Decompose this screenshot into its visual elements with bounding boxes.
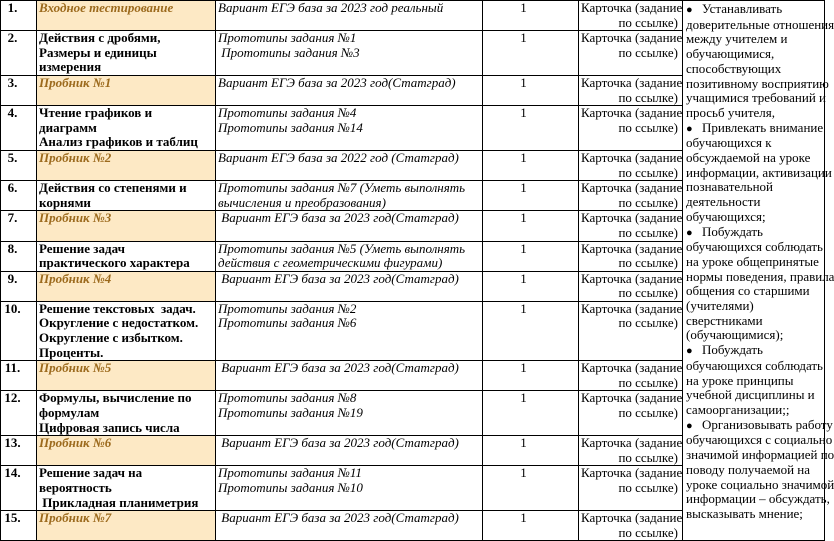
task-line: Прототипы задания №11 xyxy=(218,465,362,481)
goal-text: значимой информацией по xyxy=(686,447,834,463)
topic-line: Решение задач xyxy=(39,240,125,256)
goal-line xyxy=(686,476,834,493)
result-line: по ссылке) xyxy=(618,524,678,540)
topic-cell xyxy=(37,211,216,241)
task-cell xyxy=(216,75,483,105)
result-cell xyxy=(579,241,683,271)
goal-text: учащимися требований и xyxy=(686,90,826,106)
goal-text: позитивному восприятию xyxy=(686,75,829,91)
goal-text: обучающихся с социально xyxy=(686,432,833,448)
goal-line xyxy=(686,32,824,47)
row-number: 14. xyxy=(1,466,37,511)
task-line: Прототипы задания №5 (Уметь выполнять xyxy=(218,240,466,256)
topic-line: Цифровая запись числа xyxy=(39,419,180,435)
result-line: Карточка (задание xyxy=(581,149,683,165)
task-cell xyxy=(216,211,483,241)
topic-line: Размеры и единицы xyxy=(39,44,157,60)
result-cell xyxy=(579,436,683,466)
quantity-cell: 1 xyxy=(483,106,579,151)
task-line: Вариант ЕГЭ база за 2023 год(Статград) xyxy=(218,74,456,90)
topic-line: Формулы, вычисление по xyxy=(39,390,192,406)
result-line: по ссылке) xyxy=(618,315,678,331)
goal-line xyxy=(686,47,824,62)
result-cell xyxy=(579,301,683,360)
row-number: 2. xyxy=(1,31,37,76)
bullet-icon: ● xyxy=(686,122,693,135)
topic-line: Пробник №4 xyxy=(39,270,112,286)
task-line: действия с геометрическими фигурами) xyxy=(218,255,443,271)
result-line: Карточка (задание xyxy=(581,210,683,226)
task-line: Вариант ЕГЭ база за 2023 год(Статград) xyxy=(218,510,459,526)
goal-text: обучающихся; xyxy=(686,208,766,224)
result-cell xyxy=(579,271,683,301)
row-number: 8. xyxy=(1,241,37,271)
task-line: Вариант ЕГЭ база за 2023 год(Статград) xyxy=(218,270,459,286)
goal-text: (учителями) xyxy=(686,298,754,314)
topic-cell xyxy=(37,31,216,76)
topic-line: Округление с недостатком. xyxy=(39,315,199,331)
row-number: 9. xyxy=(1,271,37,301)
goal-line xyxy=(686,507,824,522)
result-line: Карточка (задание xyxy=(581,390,683,406)
goal-line xyxy=(686,388,824,403)
row-number: 4. xyxy=(1,106,37,151)
topic-cell xyxy=(37,436,216,466)
topic-line: практического характера xyxy=(39,255,190,271)
goal-text: уроке социально значимой xyxy=(686,476,834,492)
result-line: по ссылке) xyxy=(618,405,678,421)
result-line: по ссылке) xyxy=(618,224,678,240)
task-cell xyxy=(216,466,483,511)
goal-line xyxy=(686,432,833,448)
goal-text: поводу получаемой на xyxy=(686,461,811,477)
goal-line xyxy=(686,136,824,151)
result-line: по ссылке) xyxy=(618,255,678,271)
quantity-cell: 1 xyxy=(483,436,579,466)
result-line: Карточка (задание xyxy=(581,0,683,15)
topic-cell xyxy=(37,1,216,31)
topic-cell xyxy=(37,361,216,391)
topic-line: Пробник №7 xyxy=(39,510,112,526)
goal-text: высказывать мнение; xyxy=(686,505,803,521)
goal-line xyxy=(686,62,824,77)
result-cell xyxy=(579,361,683,391)
topic-cell xyxy=(37,106,216,151)
goal-text: просьб учителя, xyxy=(686,104,776,120)
goal-line xyxy=(686,2,824,18)
topic-line: Пробник №1 xyxy=(39,74,112,90)
goal-text: Организовывать работу xyxy=(702,416,833,432)
topic-line: Проценты. xyxy=(39,344,104,360)
result-line: Карточка (задание xyxy=(581,435,683,451)
task-cell xyxy=(216,241,483,271)
task-line: Прототипы задания №6 xyxy=(218,315,357,331)
result-line: по ссылке) xyxy=(618,119,678,135)
task-line: Вариант ЕГЭ база за 2023 год(Статград) xyxy=(218,435,459,451)
task-line: Вариант ЕГЭ база за 2022 год (Статград) xyxy=(218,149,459,165)
goal-text: на уроке принципы xyxy=(686,372,794,388)
task-cell xyxy=(216,1,483,31)
result-cell xyxy=(579,1,683,31)
task-line: Прототипы задания №10 xyxy=(218,480,363,495)
row-number: 6. xyxy=(1,181,37,211)
topic-line: вероятность xyxy=(39,480,112,495)
goal-line xyxy=(686,240,824,255)
topic-line: Пробник №6 xyxy=(39,435,112,451)
task-cell xyxy=(216,511,483,541)
task-line: Прототипы задания №2 xyxy=(218,300,357,316)
task-cell xyxy=(216,301,483,360)
topic-cell xyxy=(37,241,216,271)
topic-line: Входное тестирование xyxy=(39,0,174,15)
goal-line xyxy=(686,75,829,92)
goal-text: обучающимися, xyxy=(686,46,775,62)
goal-line xyxy=(686,299,824,314)
row-number: 11. xyxy=(1,361,37,391)
topic-cell xyxy=(37,391,216,436)
quantity-cell: 1 xyxy=(483,150,579,180)
topic-cell xyxy=(37,75,216,105)
result-cell xyxy=(579,181,683,211)
task-line: Прототипы задания №4 xyxy=(218,105,357,121)
result-line: по ссылке) xyxy=(618,89,678,105)
goal-text: самоорганизации;; xyxy=(686,401,790,417)
task-cell xyxy=(216,31,483,76)
result-cell xyxy=(579,391,683,436)
task-line: Прототипы задания №14 xyxy=(218,119,363,135)
topic-line: Чтение графиков и xyxy=(39,105,153,121)
goal-line xyxy=(686,403,824,418)
goal-line xyxy=(686,416,833,434)
goal-line xyxy=(686,180,824,195)
result-line: Карточка (задание xyxy=(581,240,683,256)
result-line: Карточка (задание xyxy=(581,360,683,376)
result-line: по ссылке) xyxy=(618,194,678,210)
row-number: 10. xyxy=(1,301,37,360)
row-number: 13. xyxy=(1,436,37,466)
goal-text: обсуждаемой на уроке xyxy=(686,150,811,166)
quantity-cell: 1 xyxy=(483,211,579,241)
goal-line xyxy=(686,255,824,270)
result-cell xyxy=(579,511,683,541)
goal-text: сверстниками xyxy=(686,312,763,328)
topic-line: Действия со степенями и xyxy=(39,180,187,196)
result-line: по ссылке) xyxy=(618,44,678,60)
result-cell xyxy=(579,75,683,105)
quantity-cell: 1 xyxy=(483,301,579,360)
result-line: Карточка (задание xyxy=(581,270,683,286)
goal-text: общения со старшими xyxy=(686,283,810,299)
quantity-cell: 1 xyxy=(483,511,579,541)
task-cell xyxy=(216,361,483,391)
goal-line xyxy=(686,210,824,225)
goal-line xyxy=(686,164,832,181)
topic-line: Пробник №3 xyxy=(39,210,112,226)
task-line: Прототипы задания №8 xyxy=(218,390,357,406)
goal-line xyxy=(686,268,834,285)
topic-cell xyxy=(37,271,216,301)
topic-cell xyxy=(37,466,216,511)
goal-line xyxy=(686,225,824,241)
quantity-cell: 1 xyxy=(483,75,579,105)
result-line: по ссылке) xyxy=(618,285,678,301)
goal-line xyxy=(686,151,824,166)
goal-text: Побуждать xyxy=(702,223,763,239)
topic-cell xyxy=(37,150,216,180)
row-number: 7. xyxy=(1,211,37,241)
topic-line: Решение текстовых задач. xyxy=(39,300,196,316)
goal-text: деятельности xyxy=(686,194,761,210)
result-cell xyxy=(579,211,683,241)
result-line: Карточка (задание xyxy=(581,465,683,481)
goal-text: способствующих xyxy=(686,60,782,76)
table-row xyxy=(1,1,825,31)
result-line: Карточка (задание xyxy=(581,30,683,46)
topic-line: Пробник №2 xyxy=(39,149,112,165)
task-cell xyxy=(216,106,483,151)
bullet-icon: ● xyxy=(686,419,693,432)
goal-text: информации – обсуждать, xyxy=(686,491,830,507)
bullet-icon: ● xyxy=(686,345,693,358)
topic-line: измерения xyxy=(39,59,102,75)
goal-text: на уроке общепринятые xyxy=(686,253,819,269)
task-line: Прототипы задания №19 xyxy=(218,405,363,421)
bullet-icon: ● xyxy=(686,4,693,16)
goal-text: информации, активизации xyxy=(686,164,832,180)
topic-cell xyxy=(37,181,216,211)
result-line: по ссылке) xyxy=(618,164,678,180)
result-line: Карточка (задание xyxy=(581,74,683,90)
task-line: Вариант ЕГЭ база за 2023 год реальный xyxy=(218,0,444,15)
quantity-cell: 1 xyxy=(483,31,579,76)
result-line: Карточка (задание xyxy=(581,180,683,196)
goal-text: нормы поведения, правила xyxy=(686,268,834,284)
task-line: Прототипы задания №3 xyxy=(218,44,360,60)
goal-line xyxy=(686,91,824,106)
result-line: Карточка (задание xyxy=(581,105,683,121)
result-line: по ссылке) xyxy=(618,14,678,30)
goal-text: обучающихся соблюдать xyxy=(686,357,823,373)
goal-text: доверительные отношения xyxy=(686,16,834,32)
topic-line: Действия с дробями, xyxy=(39,30,161,46)
quantity-cell: 1 xyxy=(483,391,579,436)
quantity-cell: 1 xyxy=(483,1,579,31)
result-cell xyxy=(579,466,683,511)
task-cell xyxy=(216,391,483,436)
bullet-icon: ● xyxy=(686,226,693,239)
goal-line xyxy=(686,121,824,137)
result-line: по ссылке) xyxy=(618,480,678,495)
task-line: Вариант ЕГЭ база за 2023 год(Статград) xyxy=(218,210,459,226)
goal-line xyxy=(686,343,824,359)
goal-line xyxy=(686,16,834,33)
topic-line: корнями xyxy=(39,194,91,210)
goal-line xyxy=(686,106,824,121)
result-line: по ссылке) xyxy=(618,374,678,390)
goal-text: Побуждать xyxy=(702,342,763,358)
goal-line xyxy=(686,463,824,478)
goal-line xyxy=(686,491,830,507)
quantity-cell: 1 xyxy=(483,361,579,391)
quantity-cell: 1 xyxy=(483,241,579,271)
goal-text: Устанавливать xyxy=(702,1,783,16)
topic-line: формулам xyxy=(39,405,100,421)
goal-text: познавательной xyxy=(686,179,774,195)
topic-line: Решение задач на xyxy=(39,465,143,481)
row-number: 15. xyxy=(1,511,37,541)
goal-text: обучающихся к xyxy=(686,135,772,151)
topic-line: Анализ графиков и таблиц xyxy=(39,134,198,150)
goal-line xyxy=(686,359,824,374)
result-cell xyxy=(579,106,683,151)
goal-text: между учителем и xyxy=(686,31,788,47)
quantity-cell: 1 xyxy=(483,181,579,211)
row-number: 12. xyxy=(1,391,37,436)
topic-cell xyxy=(37,301,216,360)
result-cell xyxy=(579,150,683,180)
row-number: 1. xyxy=(1,1,37,31)
goal-text: учебной дисциплины и xyxy=(686,387,815,403)
task-cell xyxy=(216,271,483,301)
goal-text: Привлекать внимание xyxy=(702,119,824,135)
goal-line xyxy=(686,374,824,389)
goal-text: (обучающимися); xyxy=(686,327,784,343)
row-number: 3. xyxy=(1,75,37,105)
task-line: вычисления и преобразования) xyxy=(218,194,386,210)
task-cell xyxy=(216,150,483,180)
goal-line xyxy=(686,284,824,299)
result-line: Карточка (задание xyxy=(581,300,683,316)
quantity-cell: 1 xyxy=(483,271,579,301)
goal-line xyxy=(686,314,824,329)
goal-text: обучающихся соблюдать xyxy=(686,239,823,255)
topic-line: Округление с избытком. xyxy=(39,330,183,346)
task-line: Прототипы задания №1 xyxy=(218,30,357,46)
result-cell xyxy=(579,31,683,76)
topic-line: диаграмм xyxy=(39,119,97,135)
topic-line: Прикладная планиметрия xyxy=(39,494,199,510)
goal-line xyxy=(686,447,834,463)
task-line: Вариант ЕГЭ база за 2023 год(Статград) xyxy=(218,360,459,376)
topic-cell xyxy=(37,511,216,541)
row-number: 5. xyxy=(1,150,37,180)
task-cell xyxy=(216,436,483,466)
goal-line xyxy=(686,328,824,343)
task-cell xyxy=(216,181,483,211)
topic-line: Пробник №5 xyxy=(39,360,112,376)
quantity-cell: 1 xyxy=(483,466,579,511)
goal-line xyxy=(686,195,824,210)
result-line: Карточка (задание xyxy=(581,510,683,526)
task-line: Прототипы задания №7 (Уметь выполнять xyxy=(218,180,466,196)
result-line: по ссылке) xyxy=(618,449,678,465)
educational-goals-cell xyxy=(683,1,834,541)
